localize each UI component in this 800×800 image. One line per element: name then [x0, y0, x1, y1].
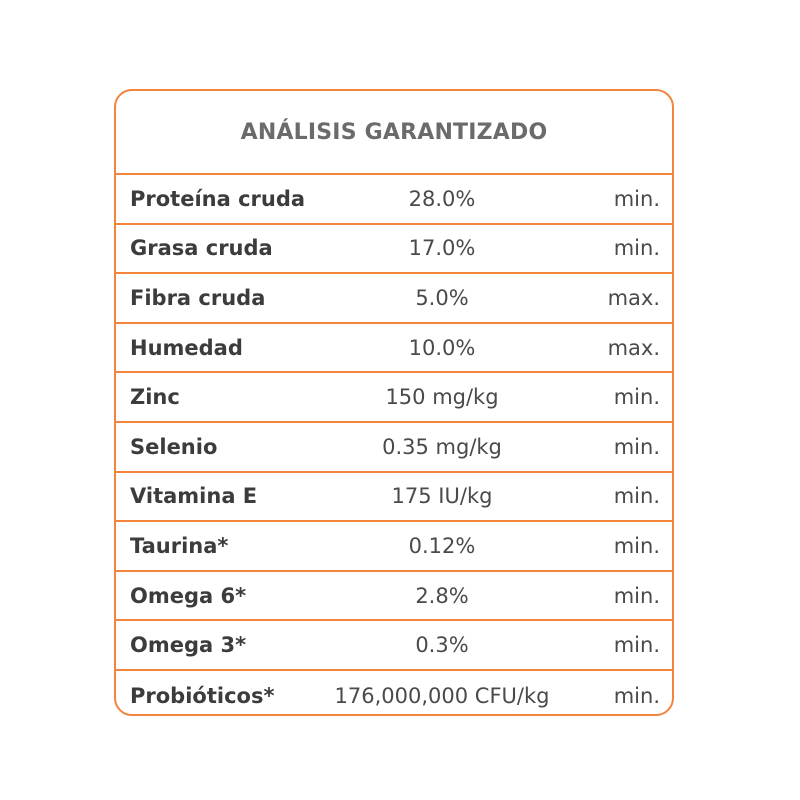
nutrient-name: Vitamina E [130, 484, 258, 509]
table-row [116, 522, 672, 572]
table-row [116, 621, 672, 671]
table-title: ANÁLISIS GARANTIZADO [116, 91, 672, 175]
nutrient-name: Omega 3* [130, 633, 247, 658]
table-row [116, 423, 672, 473]
nutrient-name: Omega 6* [130, 583, 247, 608]
nutrient-qualifier: max. [607, 285, 660, 310]
nutrient-value: 17.0% [408, 236, 476, 261]
nutrient-value: 150 mg/kg [385, 385, 499, 410]
nutrient-name: Probióticos* [130, 683, 275, 708]
table-row [116, 225, 672, 275]
nutrient-name: Selenio [130, 434, 218, 459]
nutrient-qualifier: min. [613, 583, 660, 608]
table-row [116, 671, 672, 716]
nutrient-value: 0.35 mg/kg [382, 434, 502, 459]
nutrient-value: 175 IU/kg [391, 484, 493, 509]
nutrient-qualifier: min. [613, 683, 660, 708]
nutrient-name: Zinc [130, 385, 180, 410]
table-row [116, 473, 672, 523]
table-row [116, 175, 672, 225]
nutrient-qualifier: min. [613, 633, 660, 658]
nutrient-value: 176,000,000 CFU/kg [334, 683, 550, 708]
nutrient-value: 2.8% [415, 583, 469, 608]
nutrient-qualifier: min. [613, 484, 660, 509]
table-row [116, 572, 672, 622]
guaranteed-analysis-table [114, 89, 674, 716]
nutrient-qualifier: min. [613, 533, 660, 558]
nutrient-name: Fibra cruda [130, 285, 266, 310]
nutrient-qualifier: min. [613, 385, 660, 410]
nutrient-name: Proteína cruda [130, 186, 306, 211]
nutrient-qualifier: min. [613, 236, 660, 261]
nutrient-value: 10.0% [408, 335, 476, 360]
table-row [116, 274, 672, 324]
nutrient-name: Humedad [130, 335, 243, 360]
nutrient-name: Grasa cruda [130, 236, 273, 261]
nutrient-value: 0.3% [415, 633, 469, 658]
table-row [116, 324, 672, 374]
nutrient-qualifier: max. [607, 335, 660, 360]
nutrient-qualifier: min. [613, 434, 660, 459]
nutrient-name: Taurina* [130, 533, 229, 558]
nutrient-qualifier: min. [613, 186, 660, 211]
nutrient-value: 5.0% [415, 285, 469, 310]
table-row [116, 373, 672, 423]
nutrient-value: 0.12% [408, 533, 476, 558]
nutrient-value: 28.0% [408, 186, 476, 211]
